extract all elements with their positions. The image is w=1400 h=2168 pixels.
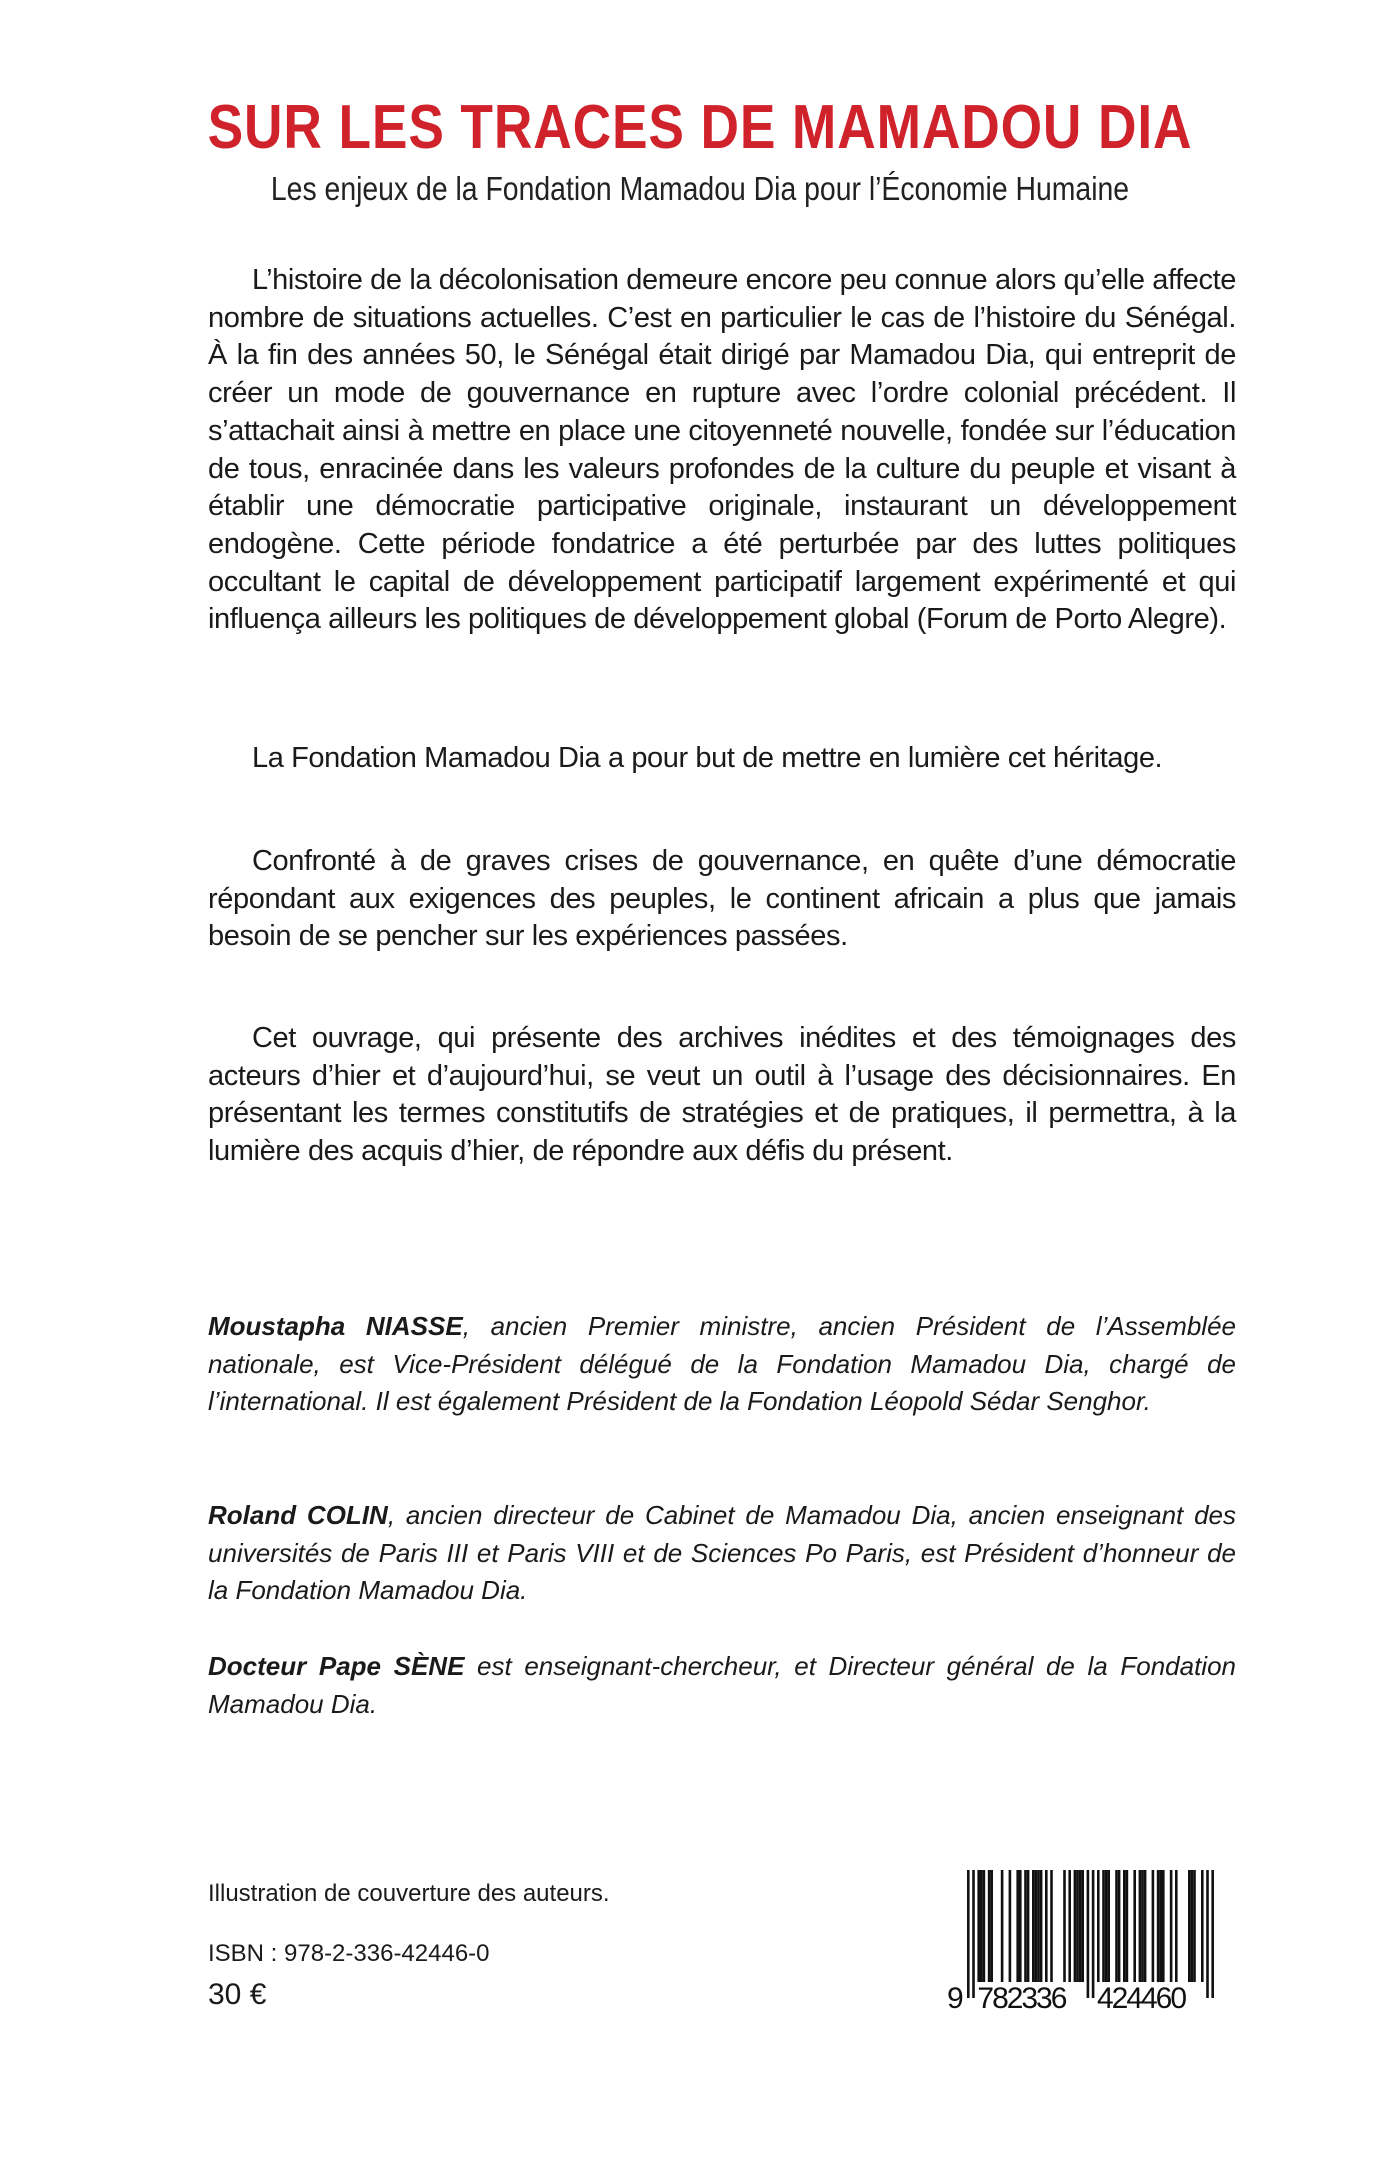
illustration-credit: Illustration de couverture des auteurs. [208, 1880, 610, 1907]
barcode-bar [977, 1870, 980, 1982]
barcode-bar [1206, 1870, 1209, 1998]
barcode-bar [1139, 1870, 1142, 1982]
barcode-bar [1133, 1870, 1136, 1982]
book-subtitle: Les enjeux de la Fondation Mamadou Dia pour l’Économie Humaine [270, 170, 1130, 207]
book-title: SUR LES TRACES DE MAMADOU DIA [207, 93, 1193, 162]
barcode-bar [1175, 1870, 1178, 1982]
author-bio-1 [208, 1308, 1236, 1421]
barcode-bar [1081, 1870, 1084, 1982]
barcode-bar [1211, 1870, 1214, 1998]
barcode-bar [1102, 1870, 1105, 1982]
barcode-bar [1193, 1870, 1196, 1982]
barcode-bar [1035, 1870, 1038, 1982]
barcode-bar [1027, 1870, 1030, 1982]
barcode-bar [1126, 1870, 1129, 1982]
barcode-bar [1105, 1870, 1108, 1982]
barcode-bar [1076, 1870, 1079, 1982]
barcode-bar [1201, 1870, 1204, 1982]
author-bio-text: est enseignant-chercheur, et Directeur général de la Fondation Mamadou Dia. [208, 1651, 1236, 1719]
barcode-bar [1074, 1870, 1077, 1982]
barcode-digits: 9 [947, 1982, 964, 2015]
barcode-bar [1024, 1870, 1027, 1982]
barcode-bar [988, 1870, 991, 1982]
barcode-digits: 782336 [977, 1982, 1068, 2015]
barcode-bar [980, 1870, 983, 1982]
author-name: Roland COLIN [208, 1500, 388, 1530]
barcode-bar [1016, 1870, 1019, 1982]
paragraph-text: La Fondation Mamadou Dia a pour but de mettre en lumière cet héritage. [252, 742, 1163, 774]
author-name: Moustapha NIASSE [208, 1311, 463, 1341]
blurb-paragraph-3 [208, 843, 1236, 956]
author-name: Docteur Pape SÈNE [208, 1651, 465, 1681]
barcode-bar [967, 1870, 970, 1998]
isbn-barcode [945, 1870, 1230, 2015]
barcode-bar [1001, 1870, 1004, 1982]
barcode-bar [1123, 1870, 1126, 1982]
author-bio-3 [208, 1648, 1236, 1723]
barcode-bar [1009, 1870, 1012, 1982]
barcode-bar [1092, 1870, 1095, 1998]
barcode-bar [1087, 1870, 1090, 1998]
author-bio-text: , ancien directeur de Cabinet de Mamadou Dia, ancien enseignant des universités de Paris III et Paris VIII et de Sciences Po Paris, est Président d’honneur de la Fondation Mamadou Dia. [208, 1500, 1237, 1606]
barcode-bar [1141, 1870, 1144, 1982]
barcode-bar [1157, 1870, 1160, 1982]
barcode-bar [1118, 1870, 1121, 1982]
barcode-bar [1170, 1870, 1173, 1982]
paragraph-text: L’histoire de la décolonisation demeure encore peu connue alors qu’elle affecte nombre de situations actuelles. C’est en particulier le cas de l’histoire du Sénégal. À la fin des années 50, le Sénégal était dirigé par Mamadou Dia, qui entreprit de créer un mode de gouvernance en rupture avec l’ordre colonial précédent. Il s’attachait ainsi à mettre en place une citoyenneté nouvelle, fondée sur l’éducation de tous, enracinée dans les valeurs profondes de la culture du peuple et visant à établir une démocratie participative originale, instaurant un développement endogène. Cette période fondatrice a été perturbée par des luttes politiques occultant le capital de développement participatif largement expérimenté et qui influença ailleurs les politiques de développement global (Forum de Porto Alegre). [208, 264, 1236, 636]
barcode-bar [1097, 1870, 1100, 1982]
author-bio-2 [208, 1497, 1236, 1610]
barcode-digits: 424460 [1097, 1982, 1187, 2015]
barcode-bar [1019, 1870, 1022, 1982]
barcode-bar [1040, 1870, 1043, 1982]
barcode-bar [1144, 1870, 1147, 1982]
author-bio-text: , ancien Premier ministre, ancien Président de l’Assemblée nationale, est Vice-Président délégué de la Fondation Mamadou Dia, chargé de l’international. Il est également Président de la Fondation Léopold Sédar Senghor. [208, 1311, 1237, 1417]
barcode-bar [1191, 1870, 1194, 1982]
barcode-bar [1063, 1870, 1066, 1982]
barcode-bar [1188, 1870, 1191, 1982]
barcode-bar [990, 1870, 993, 1982]
barcode-bar [972, 1870, 975, 1998]
paragraph-text: Cet ouvrage, qui présente des archives inédites et des témoignages des acteurs d’hier et d’aujourd’hui, se veut un outil à l’usage des décisionnaires. En présentant les termes constitutifs de stratégies et de pratiques, il permettra, à la lumière des acquis d’hier, de répondre aux défis du présent. [208, 1022, 1236, 1168]
blurb-paragraph-1 [208, 262, 1236, 639]
blurb-paragraph-4 [208, 1020, 1236, 1171]
barcode-bar [1050, 1870, 1053, 1982]
price: 30 € [208, 1978, 267, 2011]
barcode-bar [1159, 1870, 1162, 1982]
paragraph-text: Confronté à de graves crises de gouvernance, en quête d’une démocratie répondant aux exigences des peuples, le continent africain a plus que jamais besoin de se pencher sur les expériences passées. [208, 845, 1236, 953]
barcode-bar [1107, 1870, 1110, 1982]
barcode-bar [1115, 1870, 1118, 1982]
barcode-bar [1037, 1870, 1040, 1982]
barcode-bar [1162, 1870, 1165, 1982]
barcode-bar [1152, 1870, 1155, 1982]
barcode-bar [1068, 1870, 1071, 1982]
barcode-bar [1079, 1870, 1082, 1982]
barcode-bar [983, 1870, 986, 1982]
barcode-bar [1045, 1870, 1048, 1982]
isbn: ISBN : 978-2-336-42446-0 [208, 1940, 490, 1967]
barcode-bar [1032, 1870, 1035, 1982]
blurb-paragraph-2 [208, 740, 1236, 778]
